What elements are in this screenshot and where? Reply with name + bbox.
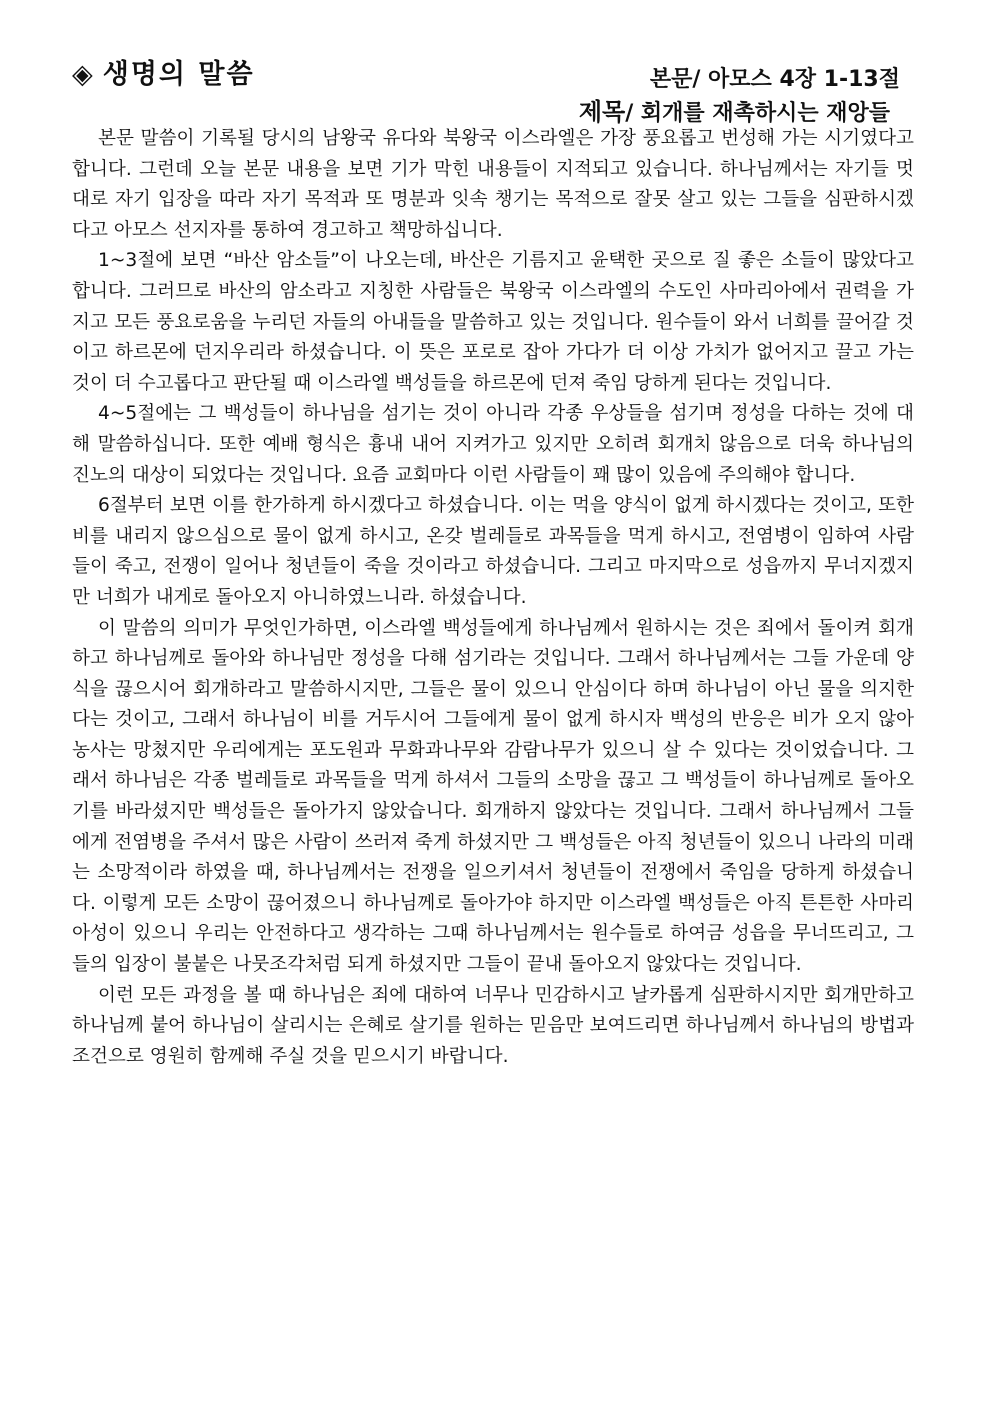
paragraph-2: 1~3절에 보면 “바산 암소들”이 나오는데, 바산은 기름지고 윤택한 곳으로 질 좋은 소들이 많았다고 합니다. 그러므로 바산의 암소라고 지칭한 사람들은 북왕국 이스라엘의 수도인 사마리아에서 권력을 가지고 모든 풍요로움을 누리던 자들의 아내들을 말씀하고 있는 것입니다. 원수들이 와서 너희를 끌어갈 것이고 하르몬에 던지우리라 하셨습니다. 이 뜻은 포로로 잡아 가다가 더 이상 가치가 없어지고 끌고 가는 것이 더 수고롭다고 판단될 때 이스라엘 백성들을 하르몬에 던져 죽임 당하게 된다는 것입니다. bbox=[72, 250, 914, 394]
page-header bbox=[72, 42, 914, 124]
sermon-body bbox=[72, 124, 914, 1072]
reference-text: 아모스 4장 1-13절 bbox=[708, 67, 900, 92]
section-title-text: 생명의 말씀 bbox=[102, 59, 255, 90]
section-title bbox=[72, 52, 255, 91]
reference-label: 본문 bbox=[649, 67, 693, 92]
reference-separator: / bbox=[692, 67, 701, 92]
paragraph-4: 6절부터 보면 이를 한가하게 하시겠다고 하셨습니다. 이는 먹을 양식이 없게 하시겠다는 것이고, 또한 비를 내리지 않으심으로 물이 없게 하시고, 온갖 벌레들로 과목들을 먹게 하시고, 전염병이 임하여 사람들이 죽고, 전쟁이 일어나 청년들이 죽을 것이라고 하셨습니다. 그리고 마지막으로 성읍까지 무너지겠지만 너희가 내게로 돌아오지 아니하였느니라. 하셨습니다. bbox=[72, 495, 914, 608]
diamond-icon: ◈ bbox=[72, 59, 95, 90]
subject-label: 제목 bbox=[578, 98, 626, 126]
sermon-subject bbox=[579, 92, 890, 127]
subject-separator: / bbox=[625, 101, 634, 126]
paragraph-5: 이 말씀의 의미가 무엇인가하면, 이스라엘 백성들에게 하나님께서 원하시는 것은 죄에서 돌이켜 회개하고 하나님께로 돌아와 하나님만 정성을 다해 섬기라는 것입니다. 그래서 하나님께서는 그들 가운데 양식을 끊으시어 회개하라고 말씀하시지만, 그들은 물이 있으니 안심이다 하며 하나님이 아닌 물을 의지한다는 것이고, 그래서 하나님이 비를 거두시어 그들에게 물이 없게 하시자 백성의 반응은 비가 오지 않아 농사는 망쳤지만 우리에게는 포도원과 무화과나무와 감람나무가 있으니 살 수 있다는 것이었습니다. 그래서 하나님은 각종 벌레들로 과목들을 먹게 하셔서 그들의 소망을 끊고 그 백성들이 하나님께로 돌아오기를 바라셨지만 백성들은 돌아가지 않았습니다. 회개하지 않았다는 것입니다. 그래서 하나님께서 그들에게 전염병을 주셔서 많은 사람이 쓰러져 죽게 하셨지만 그 백성들은 아직 청년들이 있으니 나라의 미래는 소망적이라 하였을 때, 하나님께서는 전쟁을 일으키셔서 청년들이 전쟁에서 죽임을 당하게 하셨습니다. 이렇게 모든 소망이 끊어졌으니 하나님께로 돌아가야 하지만 이스라엘 백성들은 아직 튼튼한 사마리아성이 있으니 우리는 안전하다고 생각하는 그때 하나님께서는 원수들로 하여금 성읍을 무너뜨리고, 그들의 입장이 불붙은 나뭇조각처럼 되게 하셨지만 그들이 끝내 돌아오지 않았다는 것입니다. bbox=[72, 617, 914, 976]
subject-text: 회개를 재촉하시는 재앙들 bbox=[640, 101, 890, 126]
bulletin-page bbox=[72, 42, 914, 1072]
paragraph-6: 이런 모든 과정을 볼 때 하나님은 죄에 대하여 너무나 민감하시고 날카롭게 심판하시지만 회개만하고 하나님께 붙어 하나님이 살리시는 은혜로 살기를 원하는 믿음만 보여드리면 하나님께서 하나님의 방법과 조건으로 영원히 함께해 주실 것을 믿으시기 바랍니다. bbox=[72, 984, 914, 1067]
paragraph-1: 본문 말씀이 기록될 당시의 남왕국 유다와 북왕국 이스라엘은 가장 풍요롭고 번성해 가는 시기였다고 합니다. 그런데 오늘 본문 내용을 보면 기가 막힌 내용들이 지적되고 있습니다. 하나님께서는 자기들 멋대로 자기 입장을 따라 자기 목적과 또 명분과 잇속 챙기는 목적으로 잘못 살고 있는 그들을 심판하시겠다고 아모스 선지자를 통하여 경고하고 책망하십니다. bbox=[72, 128, 914, 241]
scripture-reference bbox=[650, 62, 900, 93]
paragraph-3: 4~5절에는 그 백성들이 하나님을 섬기는 것이 아니라 각종 우상들을 섬기며 정성을 다하는 것에 대해 말씀하십니다. 또한 예배 형식은 흉내 내어 지켜가고 있지만 오히려 회개치 않음으로 더욱 하나님의 진노의 대상이 되었다는 것입니다. 요즘 교회마다 이런 사람들이 꽤 많이 있음에 주의해야 합니다. bbox=[72, 403, 914, 486]
